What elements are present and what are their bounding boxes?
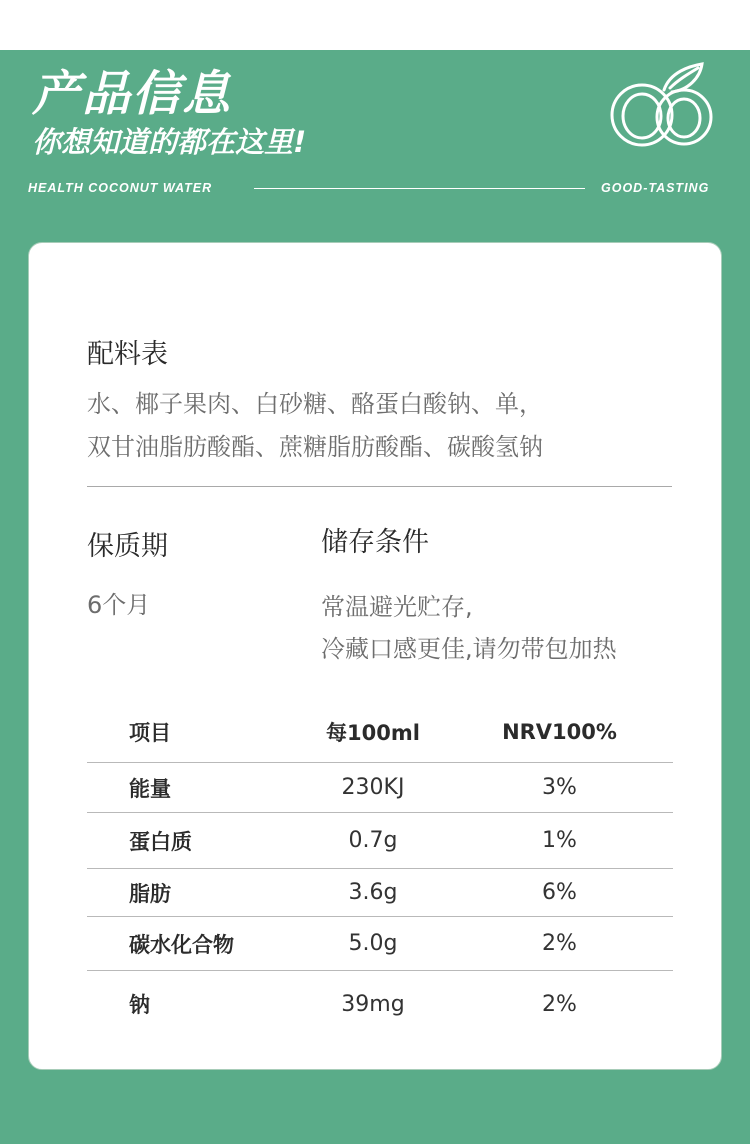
section-divider: [87, 486, 672, 487]
page-subtitle: 你想知道的都在这里!: [32, 125, 307, 159]
ingredients-line-1: 水、椰子果肉、白砂糖、酪蛋白酸钠、单，: [87, 390, 543, 418]
table-row: [87, 813, 673, 869]
table-row: [87, 869, 673, 917]
row-per-100ml: 5.0g: [348, 931, 398, 956]
storage-line-2: 冷藏口感更佳,请勿带包加热: [321, 635, 617, 663]
storage-heading: 储存条件: [321, 527, 429, 558]
row-nrv: 2%: [542, 991, 577, 1017]
table-row: [87, 763, 673, 813]
row-nrv: 3%: [542, 775, 577, 800]
row-item: 蛋白质: [129, 829, 192, 854]
tagline-left: HEALTH COCONUT WATER: [28, 181, 213, 195]
row-item: 脂肪: [129, 881, 171, 906]
ingredients-line-2: 双甘油脂肪酸酯、蔗糖脂肪酸酯、碳酸氢钠: [87, 433, 543, 461]
header-per-100ml: 每100ml: [326, 720, 420, 745]
header-item: 项目: [129, 720, 171, 745]
info-card: [28, 242, 722, 1070]
row-per-100ml: 0.7g: [348, 828, 398, 853]
shelf-life-value: 6个月: [87, 591, 151, 619]
table-header-row: [87, 661, 673, 763]
header-divider: [254, 188, 585, 189]
row-per-100ml: 230KJ: [341, 775, 405, 800]
tagline-right: GOOD-TASTING: [601, 181, 710, 195]
row-item: 钠: [129, 993, 150, 1017]
row-nrv: 1%: [542, 828, 577, 853]
header-nrv: NRV100%: [502, 719, 617, 744]
row-nrv: 2%: [542, 931, 577, 956]
table-row: [87, 917, 673, 971]
table-row: [87, 971, 673, 1037]
row-nrv: 6%: [542, 880, 577, 905]
coconut-icon: [604, 60, 716, 150]
ingredients-heading: 配料表: [87, 339, 168, 370]
page-title: 产品信息: [32, 66, 233, 122]
row-item: 碳水化合物: [129, 932, 234, 957]
row-per-100ml: 3.6g: [348, 880, 398, 905]
row-item: 能量: [129, 776, 171, 801]
storage-line-1: 常温避光贮存,: [321, 593, 473, 621]
nutrition-table: [87, 661, 673, 1037]
shelf-life-heading: 保质期: [87, 531, 168, 562]
row-per-100ml: 39mg: [341, 991, 405, 1017]
